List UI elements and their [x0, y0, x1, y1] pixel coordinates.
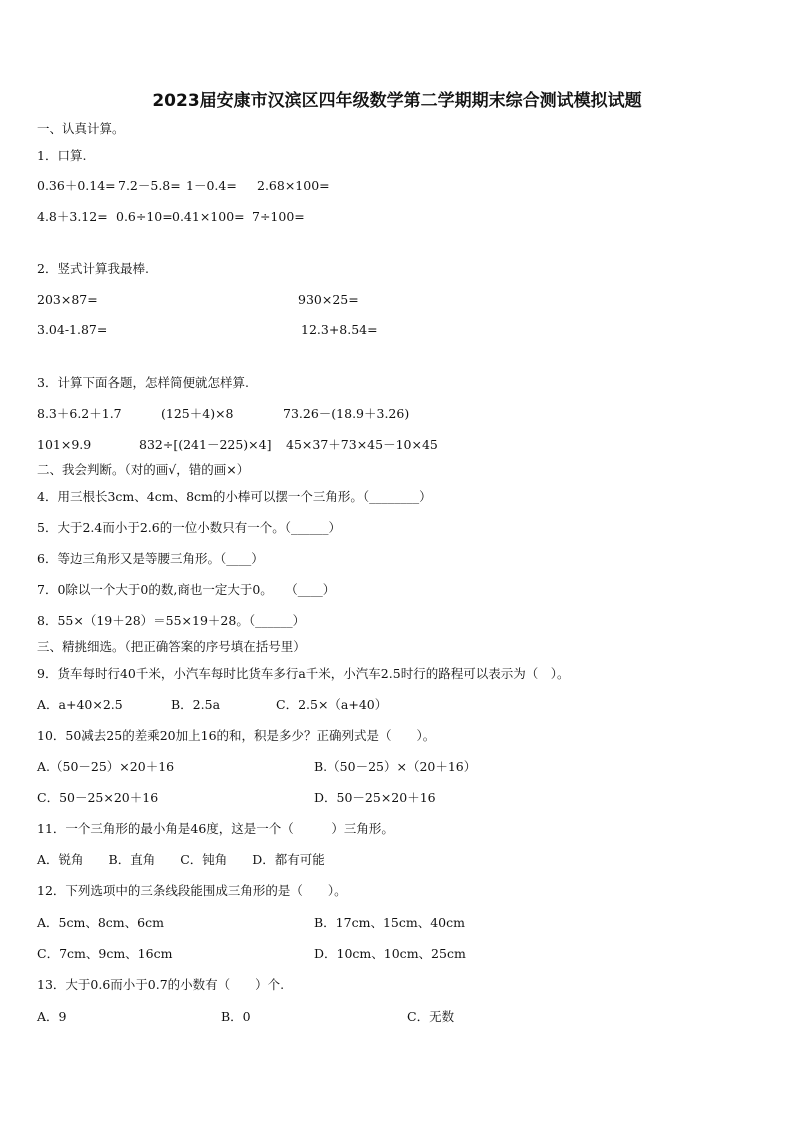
q3-item: 101×9.9: [37, 437, 92, 452]
q2-item: 203×87=: [37, 292, 98, 307]
q2-item: 930×25=: [298, 292, 359, 307]
q3-item: (125＋4)×8: [161, 406, 234, 421]
q1-item: 0.36＋0.14=: [37, 178, 116, 193]
q12: 12．下列选项中的三条线段能围成三角形的是（ ）。: [37, 883, 347, 898]
q9: 9．货车每时行40千米，小汽车每时比货车多行a千米，小汽车2.5时行的路程可以表示为（ ）。: [37, 666, 570, 681]
q13-option-a: A．9: [37, 1009, 67, 1024]
q1-item: 7.2－5.8=: [118, 178, 181, 193]
q2-item: 12.3+8.54=: [301, 322, 378, 337]
q4: 4．用三根长3cm、4cm、8cm的小棒可以摆一个三角形。（________）: [37, 489, 432, 504]
q1-label: 1．口算.: [37, 148, 87, 163]
q10-option-d: D．50－25×20＋16: [314, 790, 436, 805]
q6: 6．等边三角形又是等腰三角形。（____）: [37, 551, 264, 566]
q13-option-b: B．0: [221, 1009, 251, 1024]
q13-option-c: C．无数: [407, 1009, 455, 1024]
section-2-heading: 二、我会判断。（对的画√，错的画×）: [37, 462, 250, 477]
q1-item: 0.41×100=: [172, 209, 245, 224]
section-1-heading: 一、认真计算。: [37, 121, 125, 136]
q9-option-b: B．2.5a: [171, 697, 221, 712]
q1-item: 4.8＋3.12=: [37, 209, 108, 224]
q9-option-a: A．a+40×2.5: [37, 697, 123, 712]
q11-options: A．锐角 B．直角 C．钝角 D．都有可能: [37, 852, 325, 867]
q5: 5．大于2.4而小于2.6的一位小数只有一个。（______）: [37, 520, 341, 535]
q2-item: 3.04-1.87=: [37, 322, 108, 337]
q10-option-c: C．50－25×20＋16: [37, 790, 159, 805]
q1-item: 2.68×100=: [257, 178, 330, 193]
q3-item: 832÷[(241－225)×4]: [139, 437, 272, 452]
q2-label: 2．竖式计算我最棒.: [37, 261, 149, 276]
q13: 13．大于0.6而小于0.7的小数有（ ）个.: [37, 977, 285, 992]
q1-item: 7÷100=: [252, 209, 305, 224]
q12-option-d: D．10cm、10cm、25cm: [314, 946, 466, 961]
section-3-heading: 三、精挑细选。（把正确答案的序号填在括号里）: [37, 639, 306, 654]
q3-label: 3．计算下面各题，怎样简便就怎样算.: [37, 375, 249, 390]
q10: 10．50减去25的差乘20加上16的和，积是多少？正确列式是（ ）。: [37, 728, 436, 743]
q10-option-a: A.（50－25）×20＋16: [37, 759, 175, 774]
q12-option-b: B．17cm、15cm、40cm: [314, 915, 465, 930]
page-title: 2023届安康市汉滨区四年级数学第二学期期末综合测试模拟试题: [152, 91, 642, 111]
q12-option-a: A．5cm、8cm、6cm: [37, 915, 164, 930]
q1-item: 0.6÷10=: [116, 209, 173, 224]
q1-item: 1－0.4=: [186, 178, 237, 193]
q9-option-c: C．2.5×（a+40）: [276, 697, 388, 712]
q3-item: 45×37＋73×45－10×45: [286, 437, 438, 452]
q8: 8．55×（19＋28）＝55×19＋28。（______）: [37, 613, 306, 628]
q7: 7．0除以一个大于0的数,商也一定大于0。 （____）: [37, 582, 336, 597]
q3-item: 8.3＋6.2＋1.7: [37, 406, 122, 421]
q12-option-c: C．7cm、9cm、16cm: [37, 946, 173, 961]
q3-item: 73.26－(18.9＋3.26): [283, 406, 410, 421]
q11: 11．一个三角形的最小角是46度，这是一个（ ）三角形。: [37, 821, 394, 836]
q10-option-b: B.（50－25）×（20＋16）: [314, 759, 477, 774]
